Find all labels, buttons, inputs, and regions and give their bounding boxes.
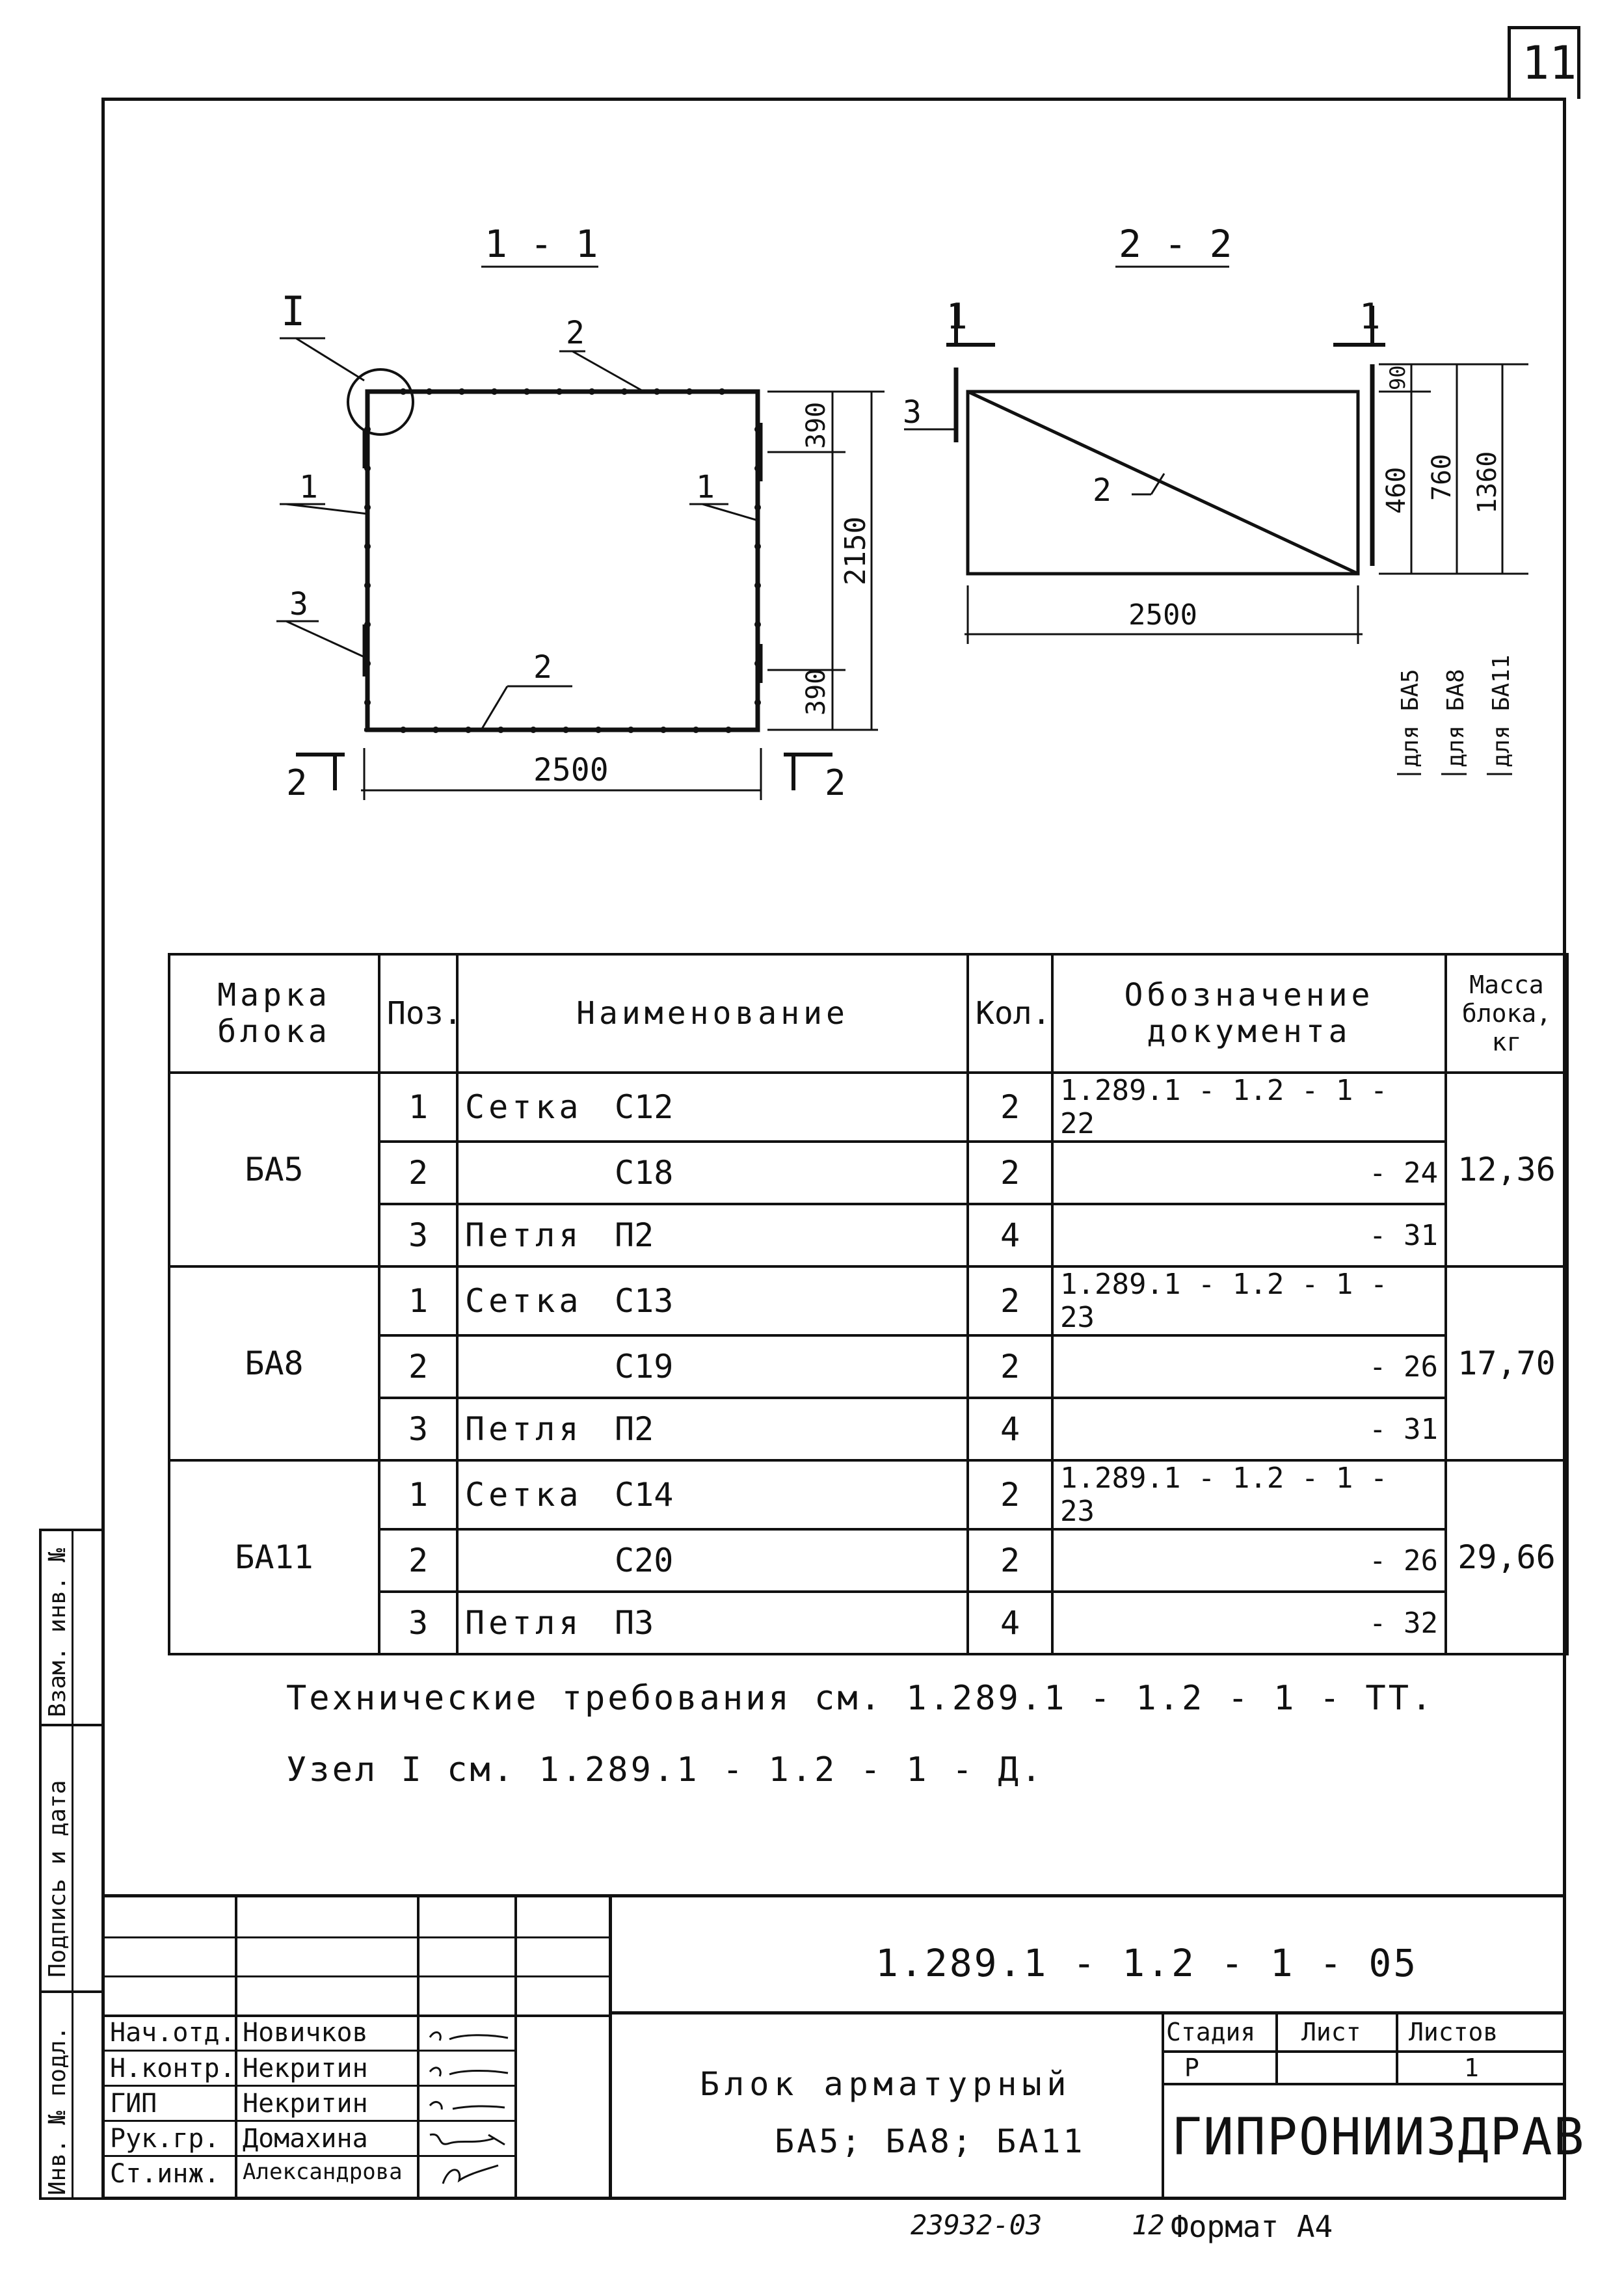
sheet-number: 11 <box>1522 36 1577 90</box>
drawings <box>0 0 1624 937</box>
svg-text:для БА5: для БА5 <box>1397 669 1424 768</box>
table-row: 2 С18 2 - 24 <box>169 1142 1567 1204</box>
node-circle <box>348 369 413 435</box>
footer-page: 12 <box>1132 2209 1165 2241</box>
side-label-vzam: Взам. инв. № <box>44 1547 71 1717</box>
table-row: БА11 1 Сетка С14 2 1.289.1 - 1.2 - 1 - 23 29,66 <box>169 1460 1567 1529</box>
svg-text:1: 1 <box>1359 296 1381 337</box>
table-row: 3 Петля П3 4 - 32 <box>169 1592 1567 1654</box>
stage-label: Стадия <box>1166 2018 1256 2046</box>
block-mass: 17,70 <box>1446 1266 1567 1460</box>
section-2-2-title: 2 - 2 <box>1119 222 1232 266</box>
svg-text:390: 390 <box>801 401 831 449</box>
svg-text:2: 2 <box>566 315 585 351</box>
dim-height-1-1: 2150 <box>839 516 872 585</box>
side-label-sign: Подпись и дата <box>44 1780 71 1977</box>
side-label-inv: Инв. № подл. <box>44 2026 71 2195</box>
table-row: 2 С19 2 - 26 <box>169 1335 1567 1398</box>
rebar-dots <box>364 388 761 733</box>
dim-width-2-2: 2500 <box>1128 598 1197 632</box>
section-1-1 <box>367 392 758 730</box>
stage-value: Р <box>1184 2054 1199 2082</box>
svg-text:1360: 1360 <box>1472 451 1502 514</box>
header-name: Наименование <box>457 954 968 1073</box>
sheet-label: Лист <box>1301 2018 1361 2046</box>
svg-text:390: 390 <box>801 668 831 716</box>
sheets-label: Листов <box>1409 2018 1498 2046</box>
specification-table <box>168 953 1569 1655</box>
title-line-1: Блок арматурный <box>700 2065 1072 2103</box>
document-code: 1.289.1 - 1.2 - 1 - 05 <box>875 1941 1418 1985</box>
table-row: БА8 1 Сетка С13 2 1.289.1 - 1.2 - 1 - 23 17,70 <box>169 1266 1567 1335</box>
header-qty: Кол. <box>968 954 1052 1073</box>
note-node: Узел I см. 1.289.1 - 1.2 - 1 - Д. <box>286 1750 1045 1789</box>
footer-format: Формат А4 <box>1171 2209 1333 2244</box>
block-mark: БА8 <box>169 1266 379 1460</box>
svg-text:460: 460 <box>1381 466 1411 514</box>
block-mass: 29,66 <box>1446 1460 1567 1654</box>
block-mass: 12,36 <box>1446 1073 1567 1266</box>
svg-text:2: 2 <box>1093 472 1112 509</box>
title-line-2: БА5; БА8; БА11 <box>775 2122 1085 2160</box>
block-mark: БА5 <box>169 1073 379 1266</box>
signatures <box>423 2015 514 2197</box>
svg-text:1: 1 <box>696 469 715 505</box>
block-mark: БА11 <box>169 1460 379 1654</box>
svg-text:90: 90 <box>1385 365 1410 390</box>
section-1-1-title: 1 - 1 <box>485 222 598 266</box>
organization: ГИПРОНИИЗДРАВ <box>1171 2108 1586 2167</box>
dim-width-1-1: 2500 <box>533 752 609 788</box>
svg-text:3: 3 <box>289 586 308 622</box>
node-label: I <box>281 288 306 335</box>
header-mark: Марка блока <box>169 954 379 1073</box>
header-doc: Обозначение документа <box>1052 954 1446 1073</box>
table-row: БА5 1 Сетка С12 2 1.289.1 - 1.2 - 1 - 22 12,36 <box>169 1073 1567 1142</box>
note-technical-requirements: Технические требования см. 1.289.1 - 1.2 - 1 - ТТ. <box>286 1679 1435 1718</box>
svg-text:760: 760 <box>1427 453 1457 501</box>
svg-text:для БА11: для БА11 <box>1488 654 1515 768</box>
sheets-value: 1 <box>1464 2054 1479 2082</box>
footer-order: 23932-03 <box>911 2209 1043 2241</box>
title-block: 1.289.1 - 1.2 - 1 - 05 Блок арматурный БА5; БА8; БА11 Стадия Лист Листов Р 1 ГИПРОНИИЗДРАВ Нач.отд. Новичков Н.контр. Некритин ГИП Некритин Рук.гр. Домахина Ст.инж. Александрова <box>101 1894 1566 2200</box>
svg-text:2: 2 <box>286 762 308 803</box>
svg-text:1: 1 <box>299 469 318 505</box>
header-mass: Масса блока, кг <box>1446 954 1567 1073</box>
table-row: 3 Петля П2 4 - 31 <box>169 1398 1567 1460</box>
svg-text:для БА8: для БА8 <box>1443 669 1469 768</box>
header-pos: Поз. <box>379 954 457 1073</box>
svg-text:2: 2 <box>533 649 552 686</box>
table-row: 3 Петля П2 4 - 31 <box>169 1204 1567 1266</box>
svg-text:3: 3 <box>903 394 922 431</box>
svg-text:2: 2 <box>825 762 846 803</box>
table-row: 2 С20 2 - 26 <box>169 1529 1567 1592</box>
svg-text:1: 1 <box>946 296 968 337</box>
